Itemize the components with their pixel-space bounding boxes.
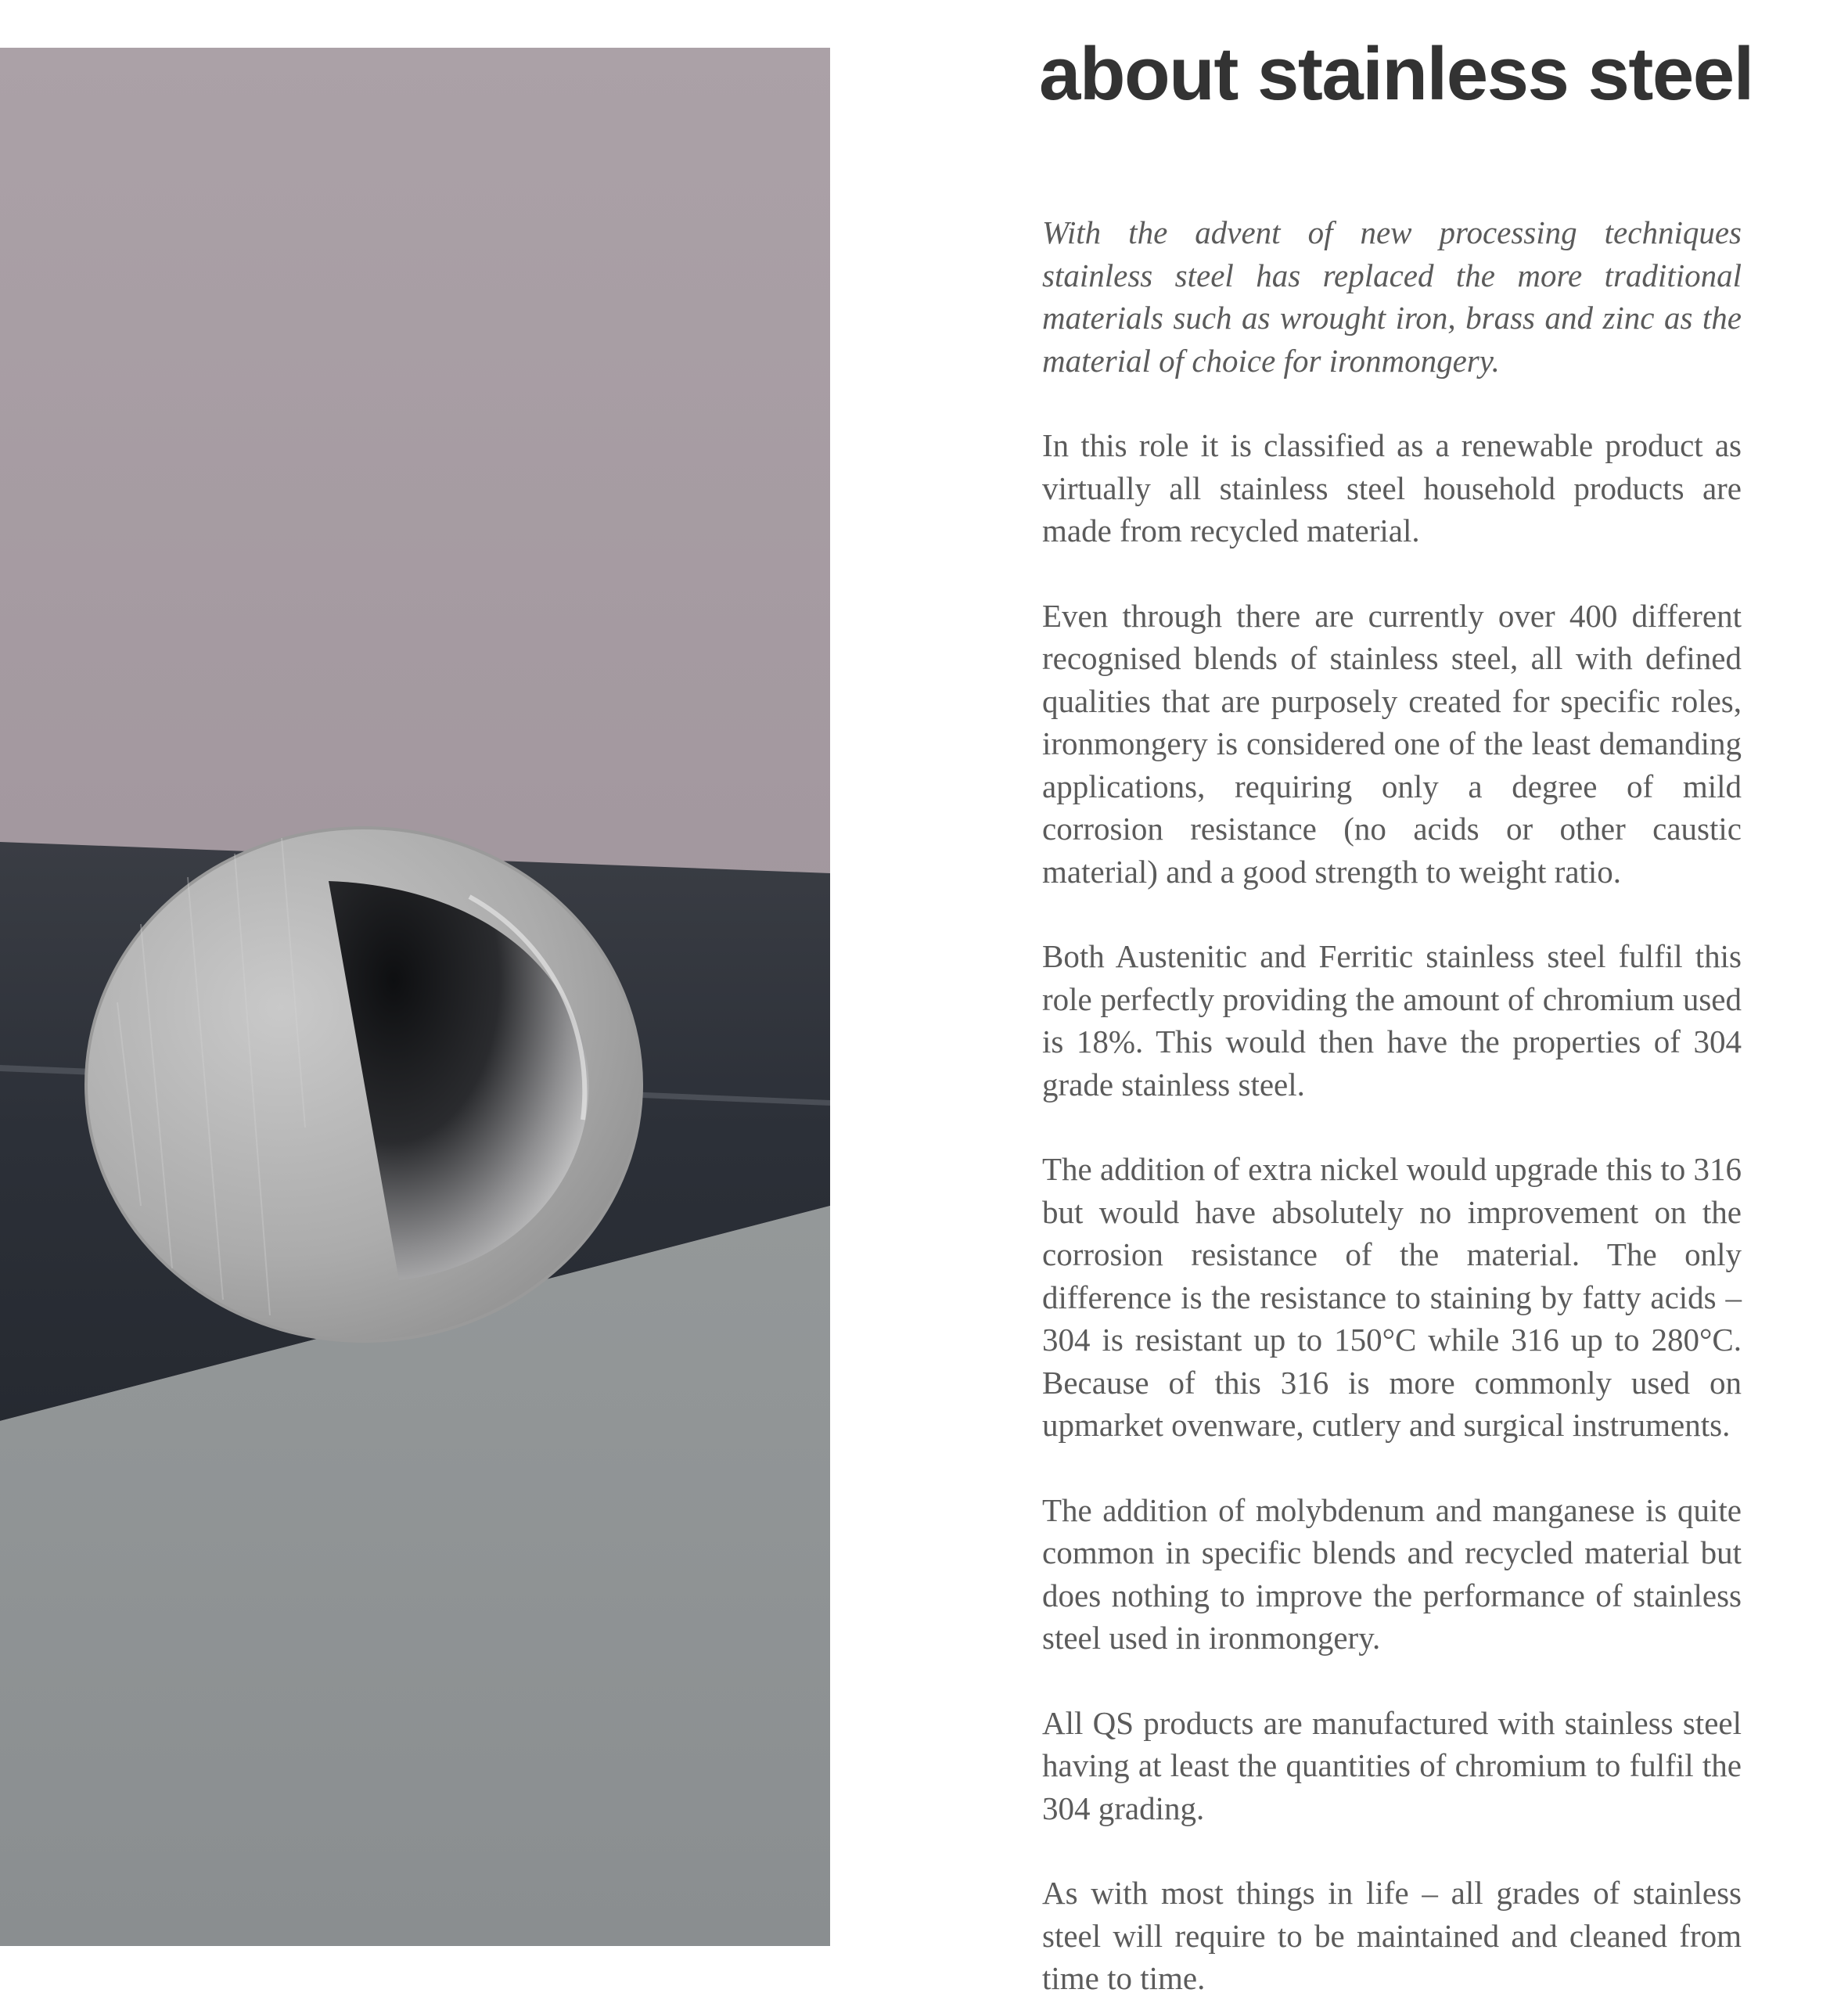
product-photo [0,48,830,1946]
intro-paragraph: With the advent of new processing techniques stainless steel has replaced the more traditional materials such as wrought iron, brass and zinc as the material of choice for ironmongery. [1042,214,1742,379]
paragraph: Even through there are currently over 400 different recognised blends of stainless steel, all with defined qualities that are purposely created for specific roles, ironmongery is considered one of the least demanding applications, requiring only a degree of mild corrosion resistance (no acids or other caustic material) and a good strength to weight ratio. [1042,597,1742,890]
page-title: about stainless steel [1039,32,1753,116]
paragraph: All QS products are manufactured with stainless steel having at least the quantities of chromium to fulfil the 304 grading. [1042,1704,1742,1826]
paragraph: Both Austenitic and Ferritic stainless steel fulfil this role perfectly providing the amount of chromium used is 18%. This would then have the properties of 304 grade stainless steel. [1042,938,1742,1103]
paragraph: In this role it is classified as a renewable product as virtually all stainless steel household products are made from recycled material. [1042,427,1742,549]
paragraph: As with most things in life – all grades of stainless steel will require to be maintained and cleaned from time to time. [1042,1875,1742,1996]
paragraph: The addition of molybdenum and manganese is quite common in specific blends and recycled material but does nothing to improve the performance of stainless steel used in ironmongery. [1042,1491,1742,1656]
paragraph: The addition of extra nickel would upgrade this to 316 but would have absolutely no improvement on the corrosion resistance of the material. The only difference is the resistance to staining by fatty acids – 304 is resistant up to 150°C while 316 up to 280°C. Because of this 316 is more commonly used on upmarket ovenware, cutlery and surgical instruments. [1042,1151,1742,1443]
wall-surface [0,48,830,932]
flush-pull-illustration [0,48,830,1946]
article-body [1042,211,1742,2000]
